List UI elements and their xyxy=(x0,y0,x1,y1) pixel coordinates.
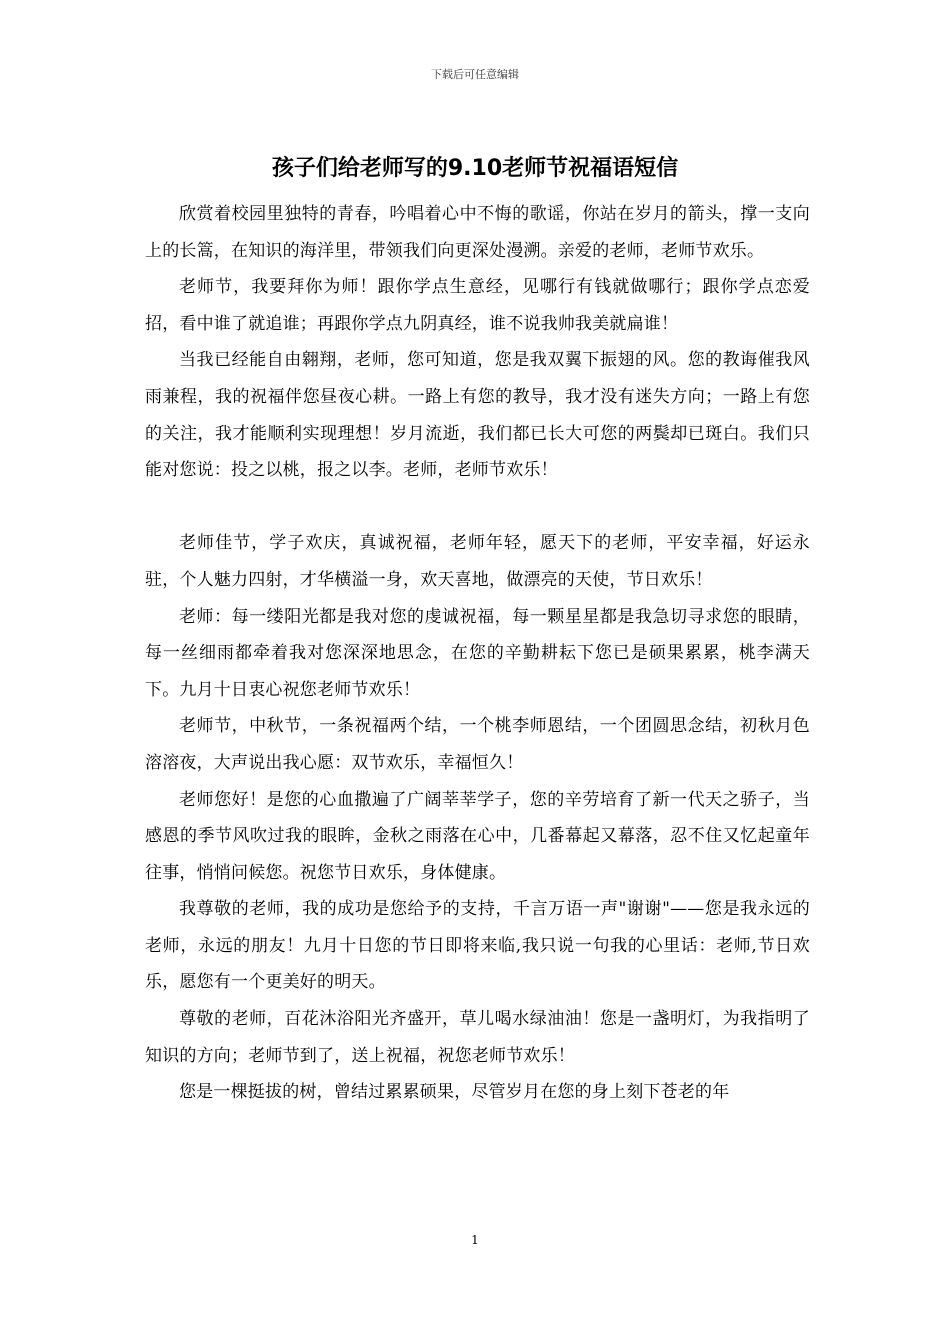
paragraph: 欣赏着校园里独特的青春，吟唱着心中不悔的歌谣，你站在岁月的箭头，撑一支向上的长篙，在知识的海洋里，带领我们向更深处漫溯。亲爱的老师，老师节欢乐。 xyxy=(145,204,810,261)
document-body xyxy=(145,196,810,1111)
paragraph: 尊敬的老师，百花沐浴阳光齐盛开，草儿喝水绿油油！您是一盏明灯，为我指明了知识的方向；老师节到了，送上祝福，祝您老师节欢乐！ xyxy=(145,1009,810,1066)
page-number: 1 xyxy=(471,1233,479,1247)
page-header: 下载后可任意编辑 xyxy=(431,68,519,81)
paragraph: 老师节，中秋节，一条祝福两个结，一个桃李师恩结，一个团圆思念结，初秋月色溶溶夜，大声说出我心愿：双节欢乐，幸福恒久！ xyxy=(145,716,810,773)
paragraph: 您是一棵挺拔的树，曾结过累累硕果，尽管岁月在您的身上刻下苍老的年 xyxy=(179,1082,730,1103)
paragraph: 我尊敬的老师，我的成功是您给予的支持，千言万语一声"谢谢"——您是我永远的老师，永远的朋友！九月十日您的节日即将来临,我只说一句我的心里话：老师,节日欢乐，愿您有一个更美好的明天。 xyxy=(145,899,810,993)
document-title: 孩子们给老师写的9.10老师节祝福语短信 xyxy=(271,156,679,181)
paragraph: 老师节，我要拜你为师！跟你学点生意经，见哪行有钱就做哪行；跟你学点恋爱招，看中谁了就追谁；再跟你学点九阴真经，谁不说我帅我美就扁谁！ xyxy=(145,277,810,334)
paragraph: 当我已经能自由翱翔，老师，您可知道，您是我双翼下振翅的风。您的教诲催我风雨兼程，我的祝福伴您昼夜心耕。一路上有您的教导，我才没有迷失方向；一路上有您的关注，我才能顺利实现理想！岁月流逝，我们都已长大可您的两鬓却已斑白。我们只能对您说：投之以桃，报之以李。老师，老师节欢乐！ xyxy=(145,350,810,481)
paragraph: 老师佳节，学子欢庆，真诚祝福，老师年轻，愿天下的老师，平安幸福，好运永驻，个人魅力四射，才华横溢一身，欢天喜地，做漂亮的天使，节日欢乐！ xyxy=(145,533,810,590)
paragraph: 老师：每一缕阳光都是我对您的虔诚祝福，每一颗星星都是我急切寻求您的眼睛，每一丝细雨都牵着我对您深深地思念，在您的辛勤耕耘下您已是硕果累累，桃李满天下。九月十日衷心祝您老师节欢乐！ xyxy=(145,606,810,700)
paragraph-gap xyxy=(145,489,810,526)
paragraph: 老师您好！是您的心血撒遍了广阔莘莘学子，您的辛劳培育了新一代天之骄子，当感恩的季节风吹过我的眼眸，金秋之雨落在心中，几番幕起又幕落，忍不住又忆起童年往事，悄悄问候您。祝您节日欢乐，身体健康。 xyxy=(145,789,810,883)
